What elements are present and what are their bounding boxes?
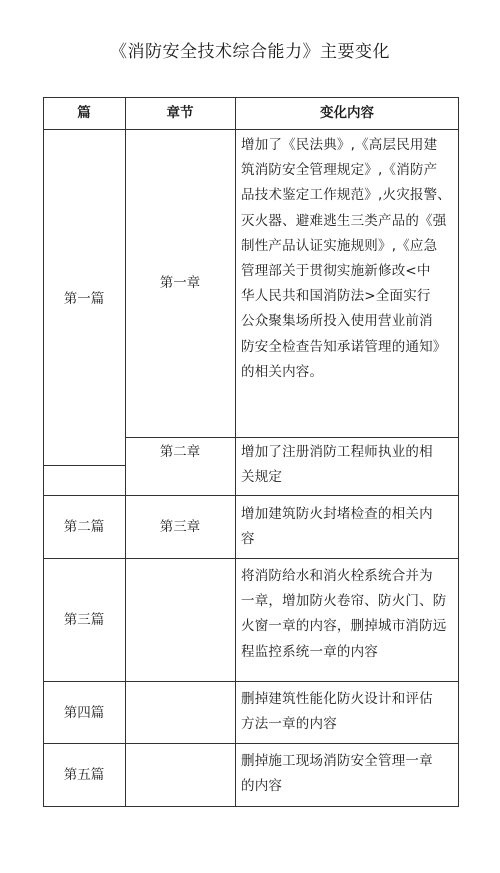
row-content-cell <box>241 440 455 490</box>
content-line: 容 <box>241 531 255 548</box>
content-line: 火窗一章的内容，删掉城市消防远 <box>241 618 447 635</box>
table-header-chapter: 章节 <box>166 105 194 121</box>
row-pian-cell: 第五篇 <box>63 767 105 783</box>
row-chapter-cell: 第一章 <box>159 275 201 291</box>
content-line: 华人民共和国消防法>全面实行 <box>241 288 431 305</box>
content-line: 删掉建筑性能化防火设计和评估 <box>241 691 433 707</box>
content-line: 一章，增加防火卷帘、防火门、防 <box>241 593 447 610</box>
table-rule <box>235 97 236 807</box>
row-pian-cell: 第一篇 <box>63 291 105 307</box>
table-rule <box>43 97 459 98</box>
row-pian-cell: 第二篇 <box>63 519 105 535</box>
content-line: 增加了《民法典》,《高层民用建 <box>241 137 438 153</box>
table-rule <box>43 465 125 466</box>
table-rule <box>125 495 235 496</box>
content-line: 将消防给水和消火栓系统合并为 <box>241 568 433 584</box>
content-line: 制性产品认证实施规则》,《应急 <box>241 237 438 254</box>
row-content-cell <box>241 564 455 665</box>
table-rule <box>43 743 459 744</box>
table-rule <box>235 495 459 496</box>
content-line: 公众聚集场所投入使用营业前消 <box>241 313 433 330</box>
content-line: 删掉施工现场消防安全管理一章 <box>241 753 433 769</box>
table-rule <box>125 437 459 438</box>
row-chapter-cell: 第三章 <box>159 519 201 535</box>
document-title: 《消防安全技术综合能力》主要变化 <box>110 42 390 62</box>
row-content-cell <box>241 687 455 737</box>
content-line: 的内容 <box>241 778 283 795</box>
content-line: 增加了注册消防工程师执业的相 <box>241 444 433 460</box>
row-chapter-cell: 第二章 <box>159 444 201 460</box>
row-content-cell <box>241 133 455 385</box>
table-rule <box>43 681 459 682</box>
row-pian-cell: 第三篇 <box>63 612 105 628</box>
content-line: 筑消防安全管理规定》,《消防产 <box>241 162 438 179</box>
content-line: 品技术鉴定工作规范》,火灾报警、 <box>241 187 451 204</box>
content-line: 增加建筑防火封堵检查的相关内 <box>241 506 433 522</box>
table-header-pian: 篇 <box>77 105 91 121</box>
table-rule <box>43 97 44 807</box>
table-rule <box>458 97 459 807</box>
content-line: 关规定 <box>241 469 283 486</box>
row-pian-cell: 第四篇 <box>63 705 105 721</box>
row-content-cell <box>241 749 455 799</box>
table-header-content: 变化内容 <box>320 105 374 121</box>
table-rule <box>43 558 459 559</box>
content-line: 灭火器、避难逃生三类产品的《强 <box>241 212 447 229</box>
changes-table <box>43 97 459 807</box>
row-content-cell <box>241 502 455 552</box>
table-rule <box>43 495 125 496</box>
content-line: 防安全检查告知承诺管理的通知》 <box>241 338 447 355</box>
content-line: 程监控系统一章的内容 <box>241 643 378 660</box>
content-line: 方法一章的内容 <box>241 716 337 733</box>
table-rule <box>43 806 459 807</box>
content-line: 管理部关于贯彻实施新修改<中 <box>241 263 431 280</box>
table-rule <box>43 129 459 130</box>
content-line: 的相关内容。 <box>241 363 324 380</box>
